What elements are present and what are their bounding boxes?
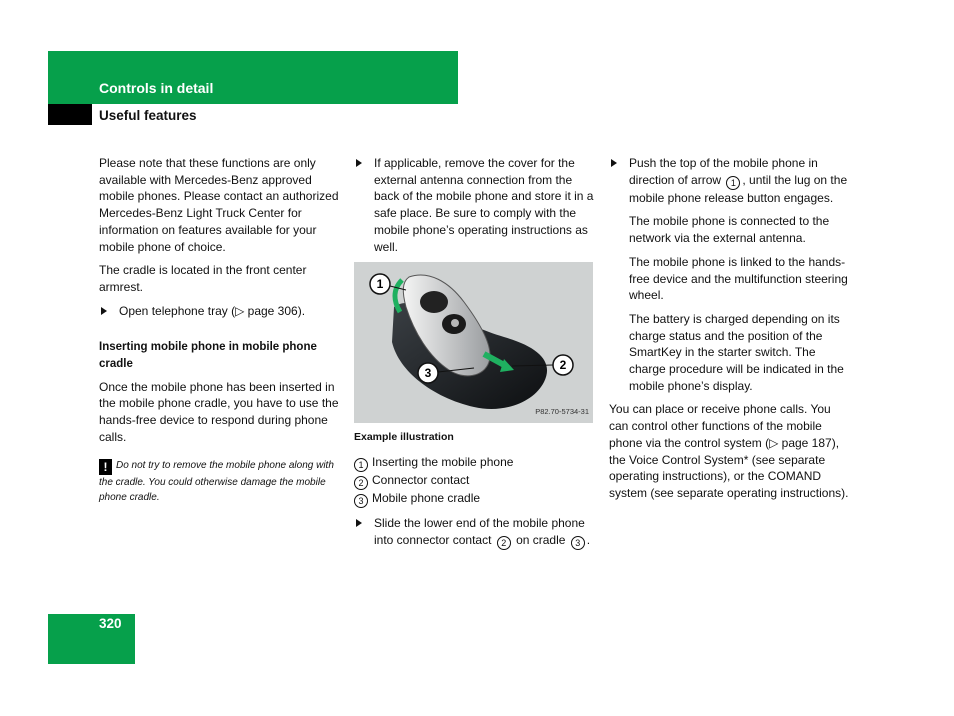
bullet-arrow-icon	[611, 159, 617, 167]
legend-item: 3 Mobile phone cradle	[354, 490, 594, 508]
result-paragraph: The mobile phone is linked to the hands-free device and the multifunction steering wheel.	[629, 254, 848, 303]
instruction-step: Open telephone tray (▷ page 306).	[99, 303, 339, 320]
result-paragraph: The battery is charged depending on its charge status and the position of the SmartKey in the starter switch. The charge procedure will be indicated in the mobile phone’s display.	[629, 311, 844, 393]
callout-number: 2	[497, 536, 511, 550]
column-1	[99, 155, 339, 505]
column-3	[609, 155, 849, 509]
callout-number: 3	[571, 536, 585, 550]
page-ref-arrow-icon: ▷	[235, 303, 245, 318]
header-marker	[48, 104, 92, 125]
callout-number: 3	[354, 494, 368, 508]
subheading: Inserting mobile phone in mobile phone cradle	[99, 341, 317, 371]
phone-illustration-graphic	[354, 262, 593, 423]
callout-number: 1	[354, 458, 368, 472]
column-2	[354, 155, 594, 557]
intro-paragraph: Please note that these functions are only available with Mercedes-Benz approved mobile phones. Please contact an authorized Mercedes-Benz Light Truck Center for information on features available for your mobile phone of choice.	[99, 156, 339, 254]
section-subtitle: Useful features	[99, 108, 197, 123]
callout-2: 2	[559, 358, 567, 373]
instruction-step: Slide the lower end of the mobile phone into connector contact 2 on cradle 3 .	[354, 515, 594, 550]
bullet-arrow-icon	[356, 519, 362, 527]
warning-note	[99, 458, 339, 505]
page-number-box	[48, 614, 135, 664]
callout-number: 1	[726, 176, 740, 190]
cradle-location-paragraph: The cradle is located in the front center armrest.	[99, 263, 307, 294]
callout-1: 1	[376, 277, 384, 292]
result-paragraph: The mobile phone is connected to the network via the external antenna.	[629, 214, 830, 246]
hands-free-paragraph: Once the mobile phone has been inserted in the mobile phone cradle, you have to use the hands-free device to respond during phone calls.	[99, 379, 339, 444]
phone-cradle-illustration	[354, 262, 593, 423]
page-number: 320	[99, 616, 122, 631]
warning-text: Do not try to remove the mobile phone along with the cradle. You could otherwise damage the mobile phone cradle.	[99, 459, 334, 503]
header-band	[48, 51, 458, 104]
legend-item: 1 Inserting the mobile phone	[354, 454, 594, 472]
figure-code: P82.70-5734-31	[535, 406, 589, 416]
bullet-arrow-icon	[101, 307, 107, 315]
legend-item: 2 Connector contact	[354, 472, 594, 490]
section-title: Controls in detail	[99, 80, 214, 96]
page-ref-arrow-icon: ▷	[769, 435, 779, 450]
callout-number: 2	[354, 476, 368, 490]
control-paragraph: You can place or receive phone calls. You can control other functions of the mobile phone via the control system (▷ page 187), the Voice Control System* (see separate operating instructions), or the COMAND system (see separate operating instructions).	[609, 402, 849, 500]
instruction-step: Push the top of the mobile phone in direction of arrow 1 , until the lug on the mobile phone release button engages.	[609, 155, 849, 206]
bullet-arrow-icon	[356, 159, 362, 167]
callout-3: 3	[424, 366, 432, 381]
figure-caption: Example illustration	[354, 431, 454, 444]
warning-icon: !	[99, 459, 112, 475]
instruction-step: If applicable, remove the cover for the external antenna connection from the back of the mobile phone and store it in a safe place. Be sure to comply with the mobile phone’s operating instructions as well.	[354, 155, 594, 255]
